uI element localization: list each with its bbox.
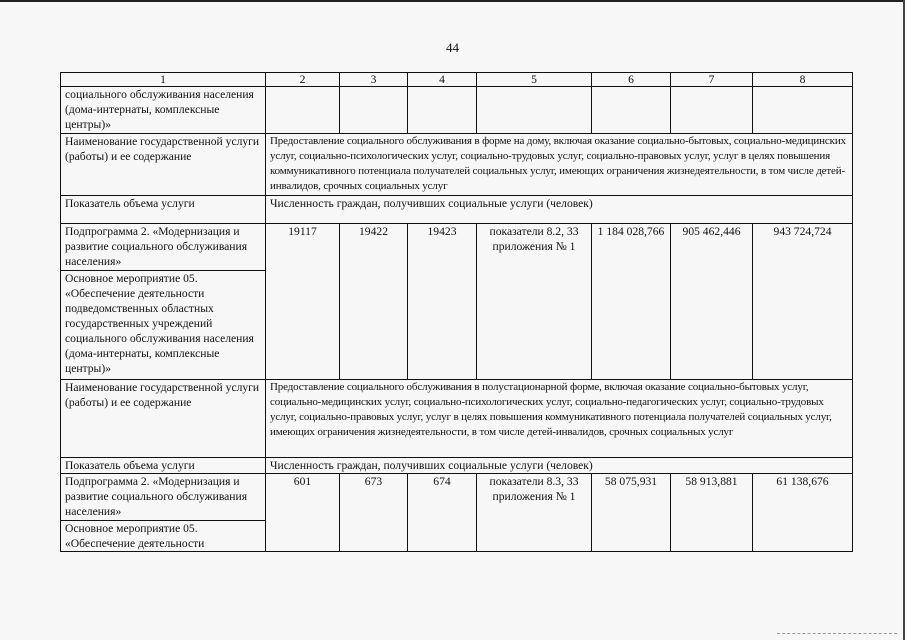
empty-cell [266,87,340,134]
row-label-cell: Наименование государственной услуги (работы) и ее содержание [61,134,266,196]
column-header: 4 [408,73,477,87]
value-cell-col2: 601 [266,474,340,552]
data-table [60,72,853,552]
row-name-cell: Основное мероприятие 05. «Обеспечение деятельности подведомственных областных государственных учреждений социального обслуживания населения (дома-интернаты, комплексные центры)» [61,271,266,380]
value-cell-col3: 19422 [340,224,408,380]
column-header: 1 [61,73,266,87]
page-number: 44 [446,40,459,55]
volume-indicator-row [61,196,853,224]
empty-cell [671,87,753,134]
row-name-cell: Подпрограмма 2. «Модернизация и развитие социального обслуживания населения» [61,224,266,271]
scan-top-border [0,0,905,2]
value-cell-col7: 58 913,881 [671,474,753,552]
service-description-cell: Предоставление социального обслуживания в полустационарной форме, включая оказание социально-бытовых услуг, социально-медицинских услуг, социально-психологических услуг, социально-педагогических услуг, социально-трудовых услуг, социально-правовых услуг, услуг в целях повышения коммуникативного потенциала получателей социальных услуг, имеющих ограничения жизнедеятельности, в том числе детей-инвалидов, срочных социальных услуг [266,380,853,458]
value-cell-col4: 674 [408,474,477,552]
volume-indicator-cell: Численность граждан, получивших социальные услуги (человек) [266,196,853,224]
value-cell-col5: показатели 8.3, 33 приложения № 1 [477,474,592,552]
row-label-cell: Показатель объема услуги [61,458,266,474]
scan-artifact [777,633,897,636]
value-cell-col6: 1 184 028,766 [592,224,671,380]
table-header-row [61,73,853,87]
row-name-cell: Основное мероприятие 05. «Обеспечение деятельности [61,521,266,552]
empty-cell [477,87,592,134]
service-name-row [61,134,853,196]
table-row [61,87,853,134]
value-cell-col3: 673 [340,474,408,552]
service-name-row [61,380,853,458]
volume-indicator-cell: Численность граждан, получивших социальные услуги (человек) [266,458,853,474]
value-cell-col4: 19423 [408,224,477,380]
column-header: 7 [671,73,753,87]
volume-indicator-row [61,458,853,474]
column-header: 2 [266,73,340,87]
column-header: 8 [753,73,853,87]
value-cell-col2: 19117 [266,224,340,380]
service-description-cell: Предоставление социального обслуживания в форме на дому, включая оказание социально-бытовых, социально-медицинских услуг, социально-психологических услуг, социально-трудовых услуг, социально-правовых услуг, услуг в целях повышения коммуникативного потенциала получателей социальных услуг, имеющих ограничения жизнедеятельности, в том числе детей-инвалидов, срочных социальных услуг [266,134,853,196]
value-cell-col8: 943 724,724 [753,224,853,380]
column-header: 3 [340,73,408,87]
empty-cell [408,87,477,134]
value-cell-col6: 58 075,931 [592,474,671,552]
empty-cell [753,87,853,134]
empty-cell [340,87,408,134]
row-name-cell: Подпрограмма 2. «Модернизация и развитие социального обслуживания населения» [61,474,266,521]
value-cell-col8: 61 138,676 [753,474,853,552]
row-name-cell: социального обслуживания населения (дома-интернаты, комплексные центры)» [61,87,266,134]
subprogram-row [61,224,853,271]
value-cell-col7: 905 462,446 [671,224,753,380]
value-cell-col5: показатели 8.2, 33 приложения № 1 [477,224,592,380]
subprogram-row [61,474,853,521]
column-header: 5 [477,73,592,87]
empty-cell [592,87,671,134]
row-label-cell: Показатель объема услуги [61,196,266,224]
row-label-cell: Наименование государственной услуги (работы) и ее содержание [61,380,266,458]
column-header: 6 [592,73,671,87]
